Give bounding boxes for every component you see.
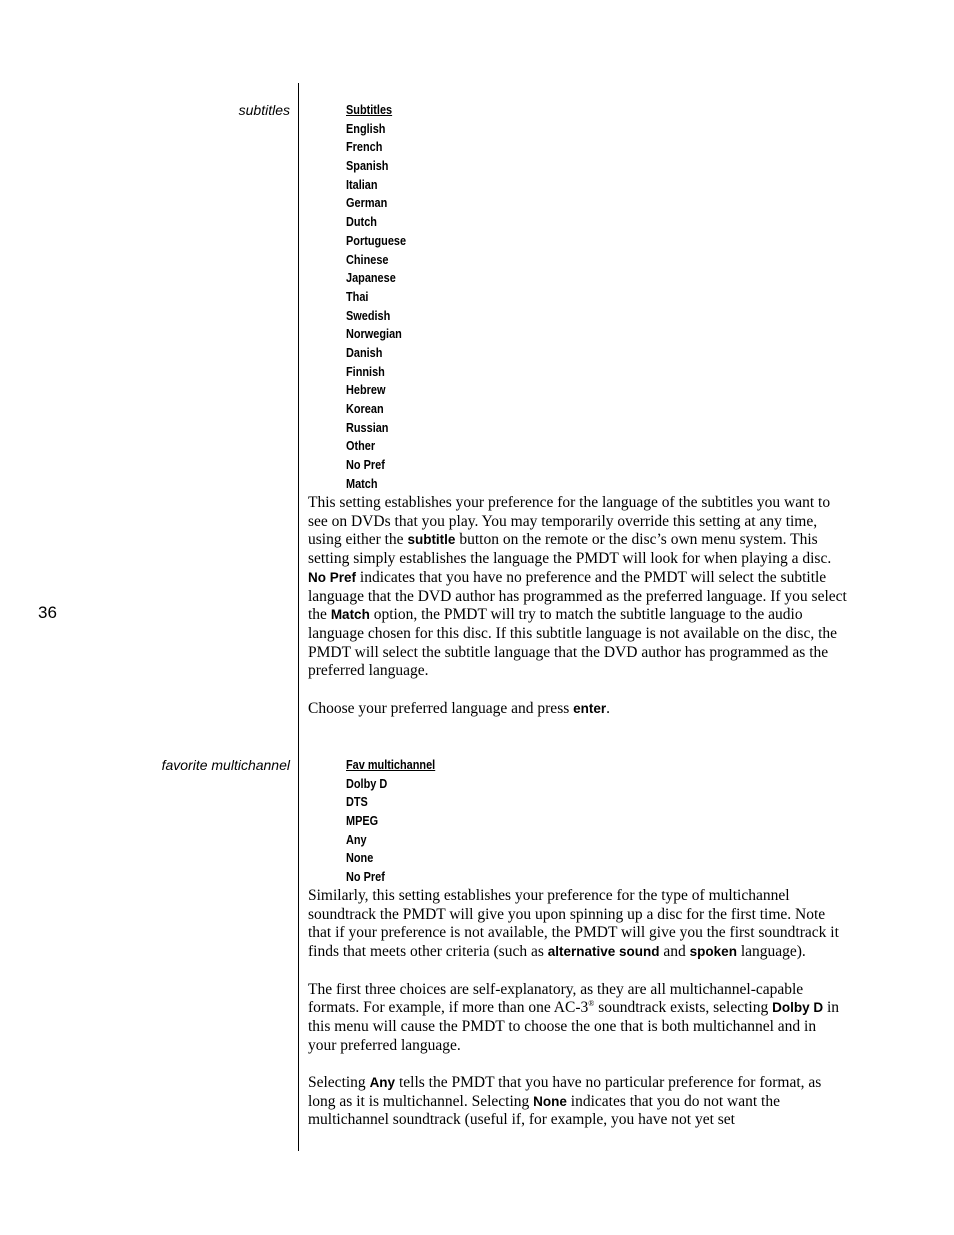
menu-option: Russian [346, 419, 389, 435]
menu-option: Finnish [346, 363, 385, 379]
keyword: Dolby D [772, 1000, 824, 1016]
page-number: 36 [38, 603, 57, 622]
menu-option: Dutch [346, 214, 377, 230]
keyword: subtitle [407, 532, 456, 548]
vertical-rule [298, 83, 299, 1151]
menu-option: Japanese [346, 270, 396, 286]
paragraph: Choose your preferred language and press enter. [308, 699, 611, 717]
menu-option: Italian [346, 176, 378, 192]
keyword: None [533, 1093, 567, 1109]
subtitles-description [308, 494, 848, 737]
paragraph: Similarly, this setting establishes your preference for the type of multichannel soundtrack the PMDT will give you upon spinning up a disc for the first time. Note that if your preference is not available, the PMDT will give you the first soundtrack it finds that meets other criteria (such as alternative sound and spoken language). [308, 887, 839, 961]
keyword: alternative sound [547, 944, 660, 960]
paragraph: Selecting Any tells the PMDT that you have no particular preference for format, as long as it is multichannel. Selecting None indicates that you do not want the multichannel soundtrack (useful if, for example, you have not yet set [308, 1074, 822, 1129]
menu-option: Swedish [346, 307, 391, 323]
menu-option: None [346, 850, 374, 866]
keyword: Match [330, 607, 370, 623]
registered-mark: ® [588, 999, 595, 1009]
menu-option: Match [346, 475, 378, 491]
multichannel-description [308, 887, 848, 1149]
subtitles-menu [346, 101, 406, 493]
multichannel-menu [346, 756, 435, 887]
menu-option: No Pref [346, 869, 385, 885]
paragraph: The first three choices are self-explanatory, as they are all multichannel-capable formats. For example, if more than one AC-3® soundtrack exists, selecting Dolby D in this menu will cause the PMDT to choose the one that is both multichannel and in your preferred language. [308, 980, 840, 1054]
menu-option: Portuguese [346, 232, 407, 248]
keyword: spoken [689, 944, 737, 960]
menu-option: Korean [346, 401, 384, 416]
menu-option: Norwegian [346, 326, 402, 342]
menu-option: Danish [346, 344, 383, 360]
menu-option: German [346, 195, 388, 211]
paragraph: This setting establishes your preference for the language of the subtitles you want to see on DVDs that you play. You may temporarily override this setting at any time, using either the subtitle button on the remote or the disc’s own menu system. This setting simply establishes the language the PMDT will look for when playing a disc. No Pref indicates that you have no preference and the PMDT will select the subtitle language that the DVD author has programmed as the preferred language. If you select the Match option, the PMDT will try to match the subtitle language to the audio language chosen for this disc. If this subtitle language is not available on the disc, the PMDT will select the subtitle language that the DVD author has programmed as the preferred language. [308, 494, 847, 680]
menu-option: Dolby D [346, 775, 388, 791]
menu-option: French [346, 139, 383, 155]
menu-option: DTS [346, 794, 368, 810]
menu-option: Chinese [346, 251, 389, 267]
keyword: No Pref [308, 569, 357, 585]
menu-title: Fav multichannel [346, 757, 436, 772]
side-label-favorite-multichannel: favorite multichannel [161, 757, 290, 773]
keyword: Any [369, 1075, 396, 1090]
menu-option: Thai [346, 288, 369, 304]
menu-option: MPEG [346, 813, 379, 829]
side-label-subtitles: subtitles [238, 102, 290, 118]
menu-option: Spanish [346, 158, 389, 174]
menu-option: English [346, 120, 386, 136]
keyword: enter [573, 700, 607, 716]
menu-title: Subtitles [346, 102, 393, 117]
menu-option: Other [346, 438, 376, 454]
menu-option: Any [346, 831, 367, 847]
menu-option: Hebrew [346, 382, 386, 398]
menu-option: No Pref [346, 457, 385, 473]
